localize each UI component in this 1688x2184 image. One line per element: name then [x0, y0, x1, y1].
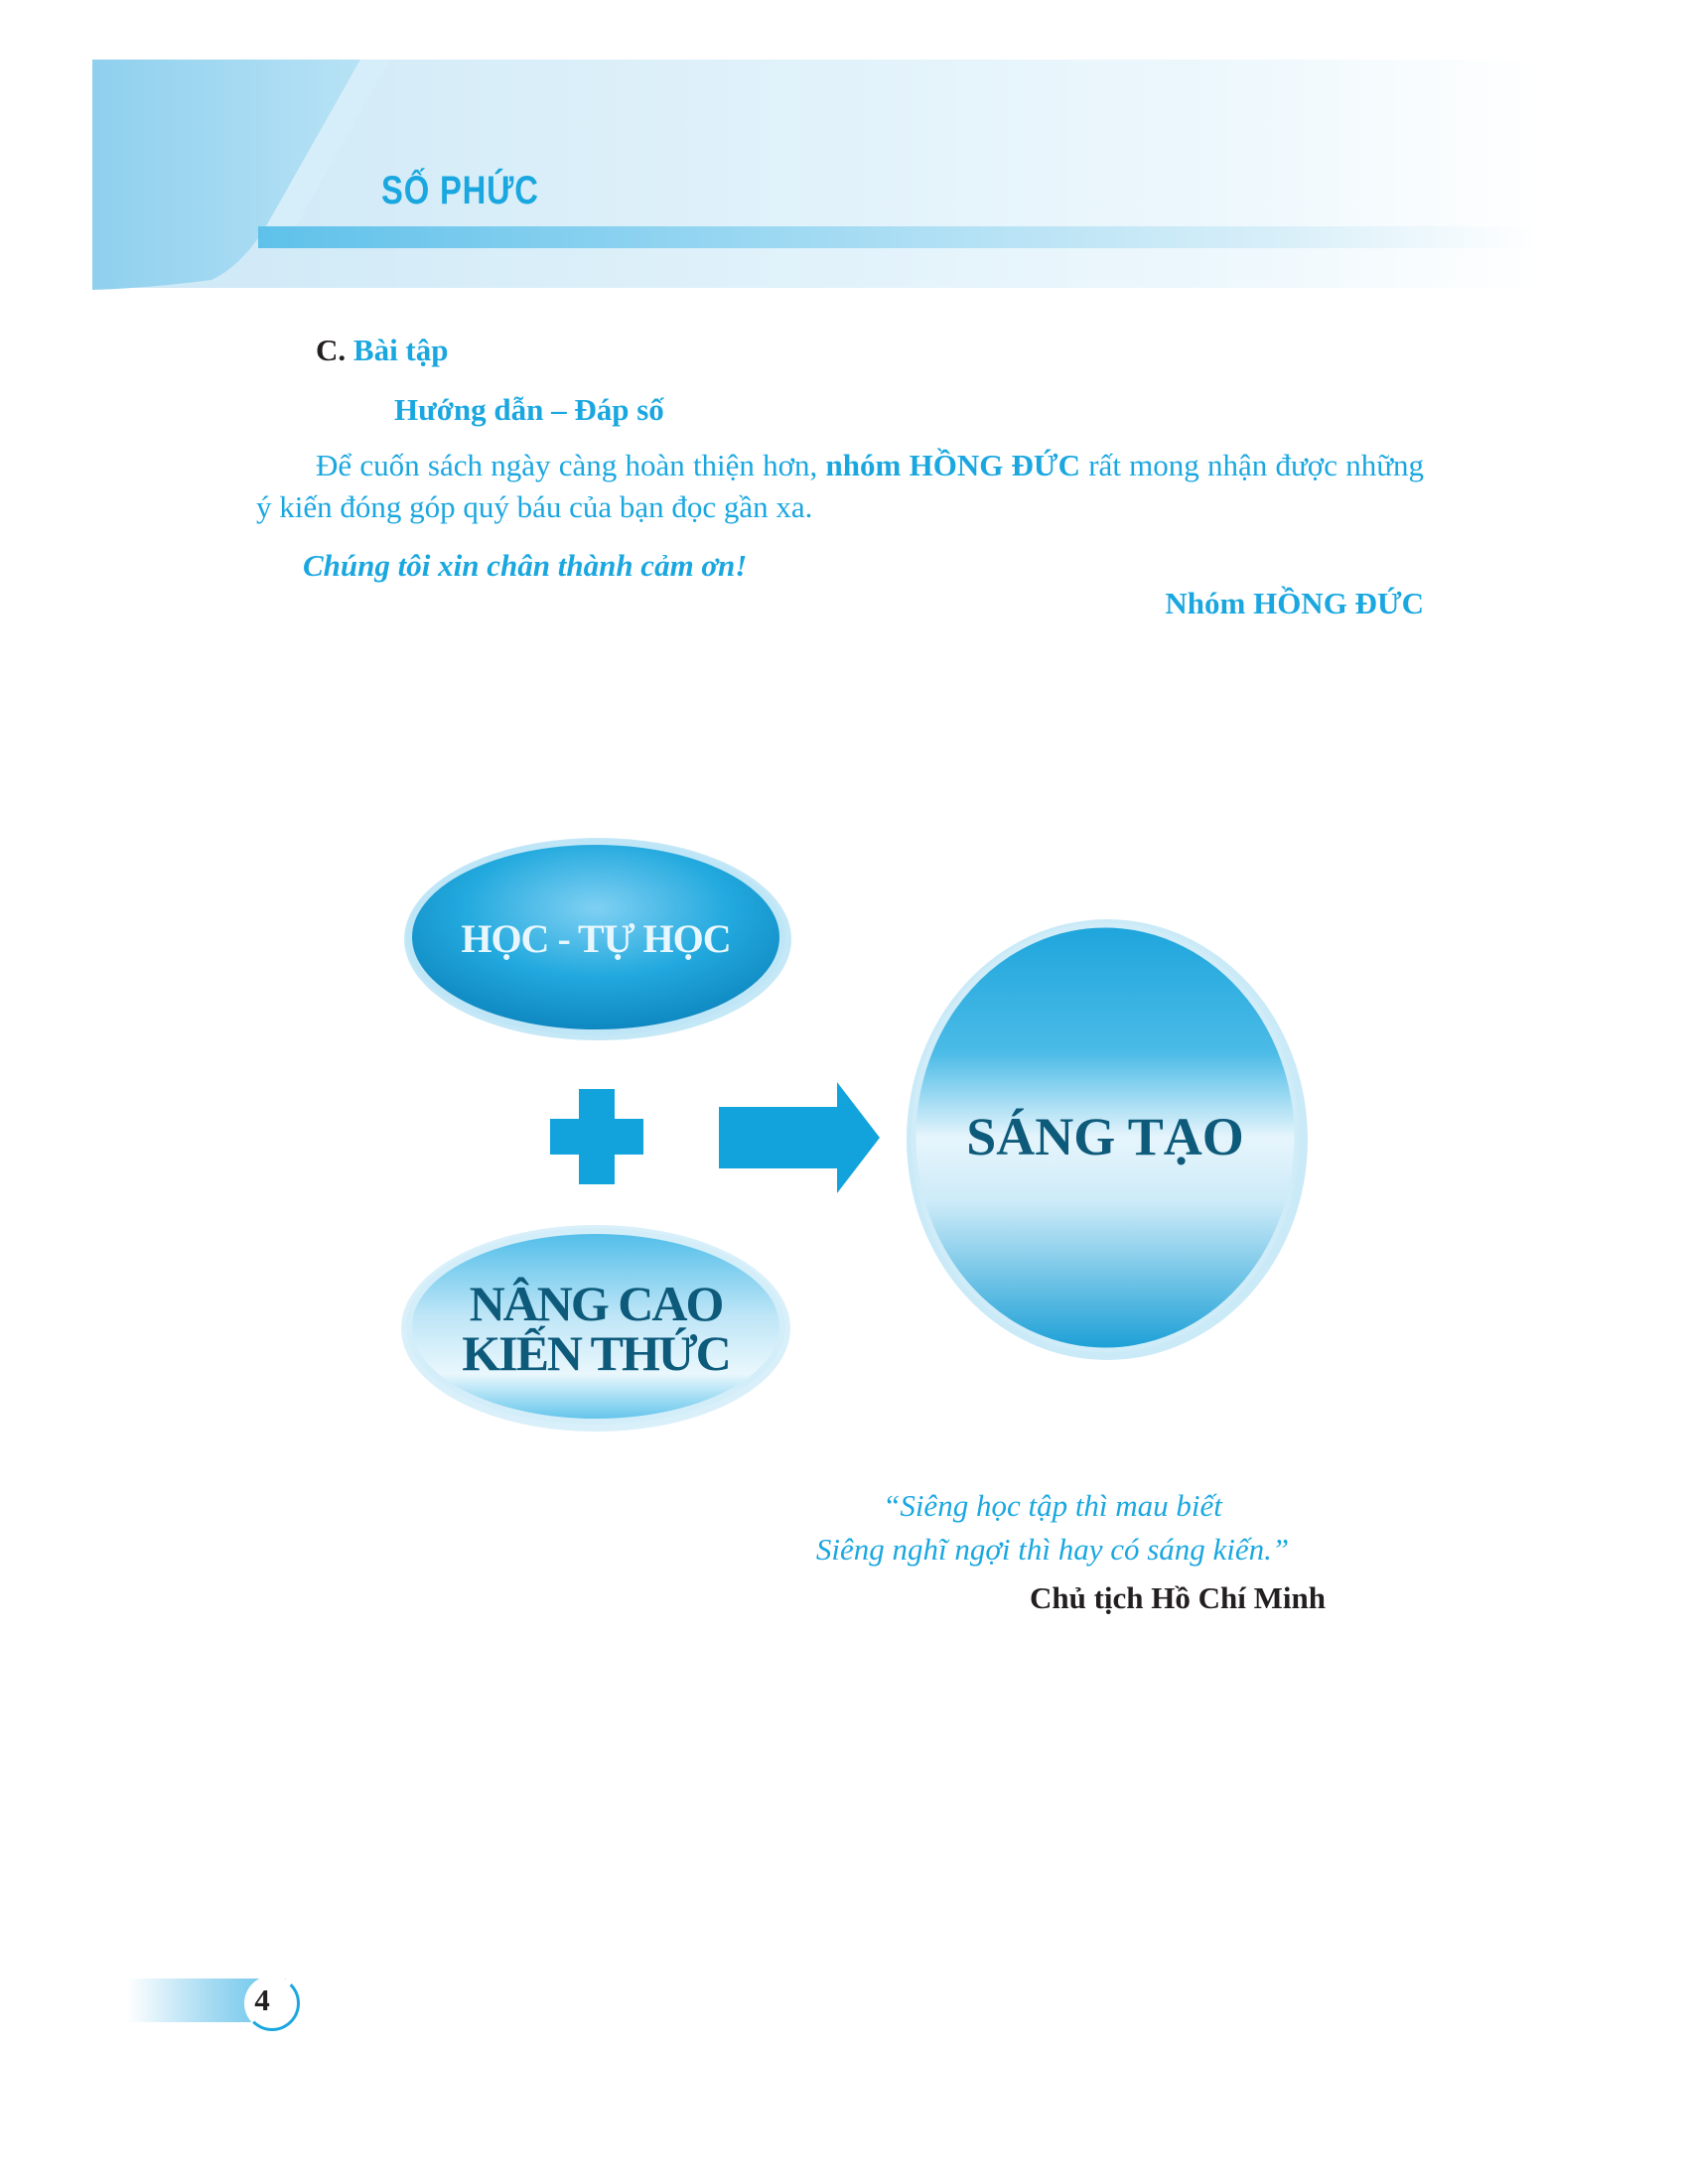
thanks-line: Chúng tôi xin chân thành cảm ơn! [303, 548, 748, 583]
message-rest: rất mong nhận được những ý kiến đóng góp quý báu của bạn đọc gần xa. [256, 448, 1425, 524]
subheading: Hướng dẫn – Đáp số [394, 392, 664, 427]
quote-line-1: “Siêng học tập thì mau biết [883, 1488, 1222, 1523]
bubble-result-label: SÁNG TẠO [966, 1107, 1244, 1166]
arrow-right-icon [719, 1082, 880, 1193]
quote-line-2: Siêng nghĩ ngợi thì hay có sáng kiến.” [815, 1532, 1290, 1567]
signature: Nhóm HỒNG ĐỨC [1165, 586, 1424, 620]
bubble-bottom-line2: KIẾN THỨC [462, 1325, 730, 1381]
section-name: Bài tập [352, 333, 449, 367]
page-number: 4 [254, 1982, 270, 2017]
bubble-bottom-line1: NÂNG CAO [469, 1276, 723, 1331]
message-emphasis: nhóm HỒNG ĐỨC [825, 448, 1080, 482]
page-header-title: SỐ PHỨC [381, 169, 539, 212]
quote-author: Chủ tịch Hồ Chí Minh [1029, 1580, 1326, 1615]
quote [794, 1484, 1311, 1571]
message-intro: Để cuốn sách ngày càng hoàn thiện hơn, [316, 448, 826, 482]
bubble-bottom-label [409, 1276, 782, 1381]
plus-icon [550, 1089, 643, 1184]
section-letter: C. [316, 333, 347, 367]
bubble-top-label: HỌC - TỰ HỌC [461, 916, 731, 961]
